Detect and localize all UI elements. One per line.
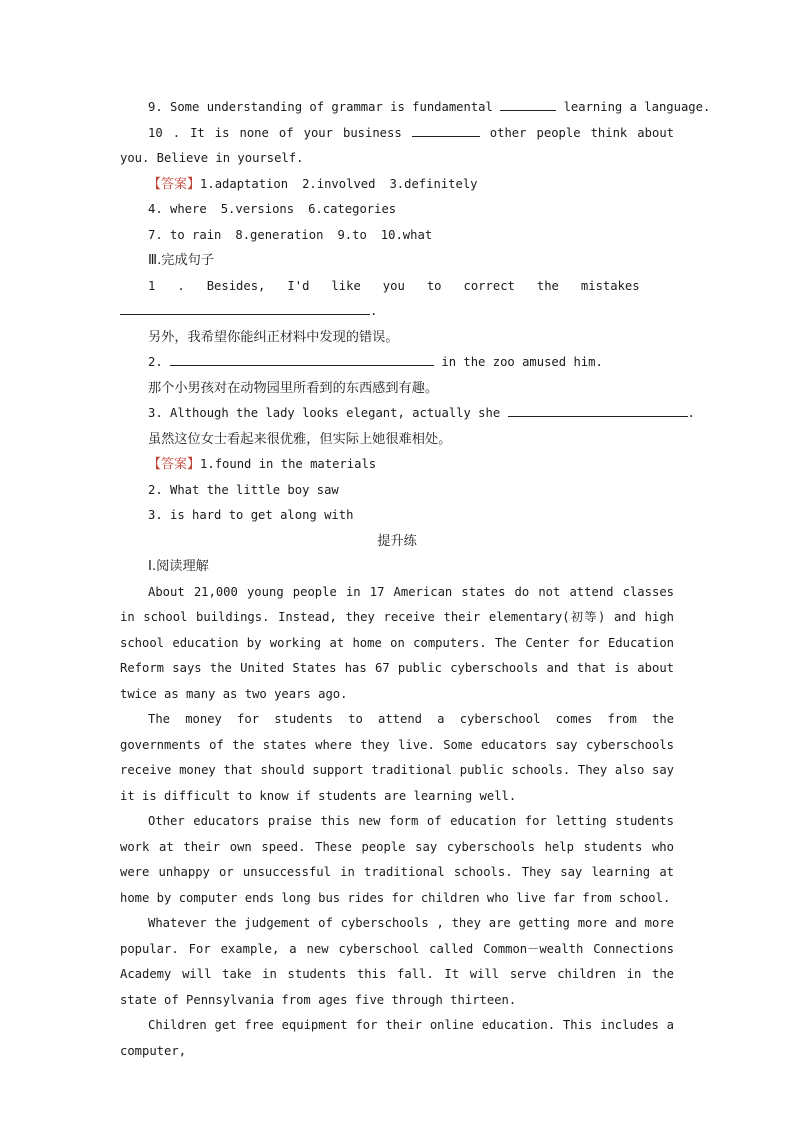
answer-blank [508, 402, 688, 417]
sentence-2-translation: 那个小男孩对在动物园里所看到的东西感到有趣。 [148, 380, 439, 396]
sentence-3-translation: 虽然这位女士看起来很优雅，但实际上她很难相处。 [148, 431, 452, 447]
answer-row: 2. What the little boy saw [148, 482, 339, 497]
document-page [120, 95, 711, 1064]
reading-heading: Ⅰ.阅读理解 [148, 559, 209, 574]
section-title: 提升练 [377, 533, 417, 549]
answer-row: 7. to rain 8.generation 9.to 10.what [148, 227, 433, 242]
reading-paragraph-1: About 21,000 young people in 17 American states do not attend classes in school buildings. Instead, they receive their elementary(初等) and high school education by working at home on computers. The Center for Education Reform says the United States has 67 public cyberschools and that is about twice as many as two years ago. [120, 584, 674, 701]
reading-paragraph-2: The money for students to attend a cyberschool comes from the governments of the states where they live. Some educators say cyberschools receive money that should support traditional public schools. They also say it is difficult to know if students are learning well. [120, 712, 674, 803]
answer-blank [412, 122, 480, 137]
answer-blank [120, 300, 370, 315]
section-heading: Ⅲ.完成句子 [148, 253, 215, 268]
answer-row: 4. where 5.versions 6.categories [148, 202, 397, 216]
answer-tag: 【答案】 [148, 176, 201, 192]
reading-paragraph-4: Whatever the judgement of cyberschools , they are getting more and more popular. For example, a new cyberschool called Common－wealth Connections Academy will take in students this fall. It will serve children in the state of Pennsylvania from ages five through thirteen. [120, 916, 674, 1007]
answer-blank [500, 96, 556, 111]
sentence-3: 3. Although the lady looks elegant, actually she . [120, 401, 674, 427]
sentence-1: 1 . Besides, I'd like you to correct the mistakes [148, 278, 640, 293]
reading-paragraph-5: Children get free equipment for their online education. This includes a computer, [120, 1018, 674, 1058]
answer-tag: 【答案】 [148, 457, 201, 472]
sentence-1-translation: 另外，我希望你能纠正材料中发现的错误。 [148, 329, 399, 345]
answer-blank [170, 351, 434, 366]
answer-block-1: 【答案】1.adaptation 2.involved 3.definitely [148, 176, 478, 192]
question-10-cont: you. Believe in yourself. [120, 151, 304, 165]
sentence-2: 2. in the zoo amused him. [120, 350, 674, 376]
question-9: 9. Some understanding of grammar is fundamental learning a language. [120, 95, 674, 121]
answer-block-2: 【答案】1.found in the materials [148, 457, 377, 472]
reading-paragraph-3: Other educators praise this new form of education for letting students work at their own speed. These people say cyberschools help students who were unhappy or unsuccessful in traditional schools. They say learning at home by computer ends long bus rides for children who live far from school. [120, 814, 674, 905]
question-10: 10 . It is none of your business other people think about [120, 121, 674, 147]
answer-row: 3. is hard to get along with [148, 508, 354, 522]
sentence-1-blank-line: . [120, 299, 674, 325]
